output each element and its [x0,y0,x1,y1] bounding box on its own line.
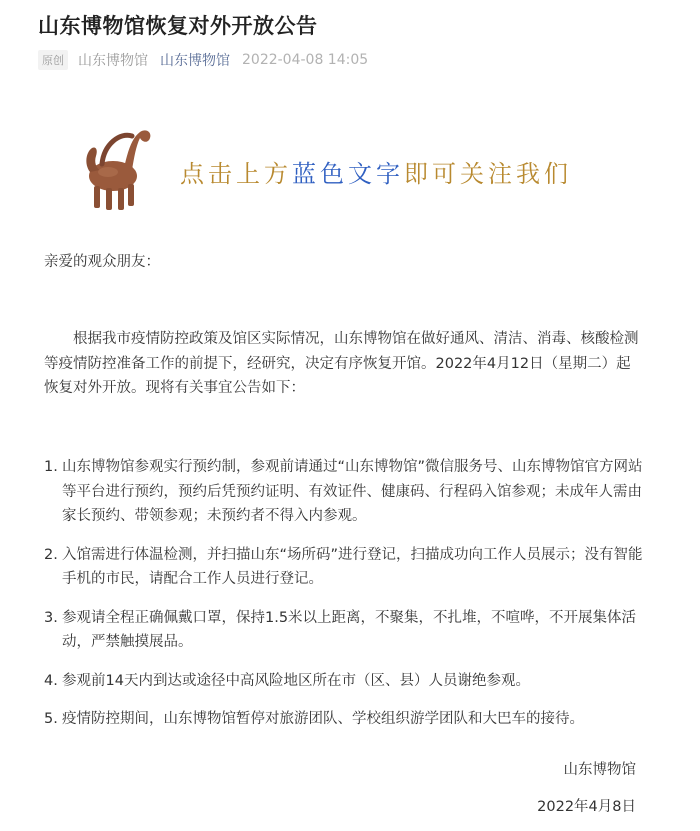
slogan-part2: 蓝色文字 [292,160,404,188]
follow-banner [80,118,620,218]
list-item [44,543,654,592]
list-item-text: 参观前14天内到达或途径中高风险地区所在市（区、县）人员谢绝参观。 [62,672,530,689]
article-meta [38,50,368,70]
follow-slogan [180,154,572,189]
slogan-part1: 点击上方 [180,160,292,188]
account-link[interactable]: 山东博物馆 [160,53,230,69]
list-item-text: 疫情防控期间，山东博物馆暂停对旅游团队、学校组织游学团队和大巴车的接待。 [62,711,584,727]
pottery-vessel-icon [80,118,160,218]
intro-paragraph: 根据我市疫情防控政策及馆区实际情况，山东博物馆在做好通风、清洁、消毒、核酸检测等疫情防控准备工作的前提下，经研究，决定有序恢复开馆。2022年4月12日（星期二）起恢复对外开放。现将有关事宜公告如下： [44,331,639,396]
list-item [44,669,654,694]
list-item [44,707,654,732]
slogan-part3: 即可关注我们 [404,160,572,188]
list-item-number: 1. [44,459,58,475]
notice-date: 2022年4月8日 [537,799,636,815]
list-item-number: 2. [44,546,58,563]
list-item-number: 5. [44,711,58,727]
list-item-number: 4. [44,672,58,689]
signature: 山东博物馆 [563,762,636,778]
list-item-text: 参观请全程正确佩戴口罩，保持1.5米以上距离，不聚集，不扎堆，不喧哗，不开展集体活动，严禁触摸展品。 [62,609,637,650]
list-item-text: 山东博物馆参观实行预约制，参观前请通过“山东博物馆”微信服务号、山东博物馆官方网站等平台进行预约，预约后凭预约证明、有效证件、健康码、行程码入馆参观；未成年人需由家长预约、带领参观；未预约者不得入内参观。 [62,459,643,524]
greeting: 亲爱的观众朋友： [44,254,160,270]
article-title: 山东博物馆恢复对外开放公告 [38,14,318,38]
author-name: 山东博物馆 [78,53,148,69]
publish-time: 2022-04-08 14:05 [242,52,369,68]
list-item [44,455,654,529]
list-item-number: 3. [44,609,58,626]
notice-list [44,455,654,746]
list-item-text: 入馆需进行体温检测，并扫描山东“场所码”进行登记，扫描成功向工作人员展示；没有智能手机的市民，请配合工作人员进行登记。 [62,546,643,587]
original-badge: 原创 [38,50,68,70]
list-item [44,606,654,655]
